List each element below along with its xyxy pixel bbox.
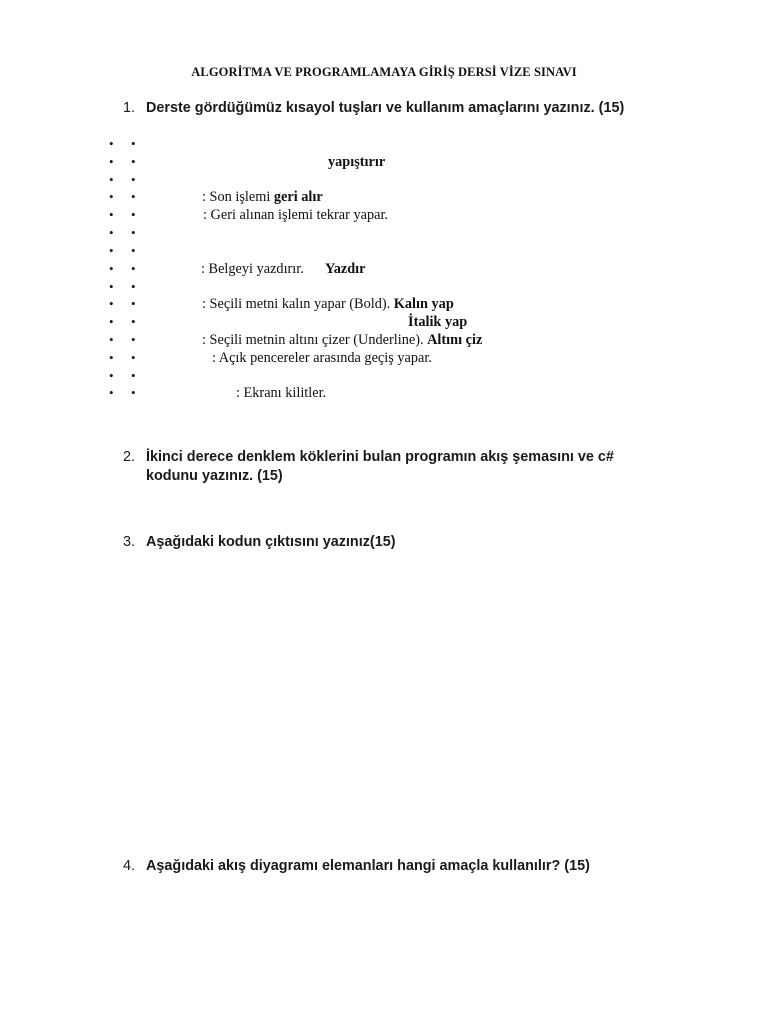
shortcut-description: : Açık pencereler arasında geçiş yapar. [212,350,432,366]
shortcut-description: : Seçili metni kalın yapar (Bold). Kalın yap [202,296,454,312]
shortcut-action: İtalik yap [408,314,468,330]
bullet-icon: • [131,225,136,240]
list-item [0,189,768,207]
bullet-icon: • [131,189,136,204]
bullet-icon: • [109,136,114,151]
list-item [0,243,768,261]
list-item [0,207,768,225]
bullet-icon: • [131,172,136,187]
question-2 [123,448,683,486]
shortcut-action: Yazdır [325,261,366,277]
bullet-icon: • [109,154,114,169]
bullet-icon: • [109,243,114,258]
question-number: 1. [123,100,136,116]
bullet-icon: • [109,332,114,347]
bullet-icon: • [131,243,136,258]
list-item [0,314,768,332]
bullet-icon: • [109,368,114,383]
bullet-icon: • [131,332,136,347]
shortcut-action: yapıştırır [328,154,386,170]
bullet-icon: • [109,225,114,240]
exam-title: ALGORİTMA VE PROGRAMLAMAYA GİRİŞ DERSİ VİZE SINAVI [191,65,577,79]
question-text: İkinci derece denklem köklerini bulan programın akış şemasını ve c# [146,449,614,465]
list-item [0,261,768,279]
bullet-icon: • [131,207,136,222]
bullet-icon: • [109,261,114,276]
bullet-icon: • [131,368,136,383]
list-item [0,136,768,154]
shortcut-description: : Seçili metnin altını çizer (Underline). Altını çiz [202,332,483,348]
bullet-icon: • [109,296,114,311]
bullet-icon: • [131,314,136,329]
list-item [0,172,768,190]
bullet-icon: • [109,279,114,294]
bullet-icon: • [109,385,114,400]
shortcut-description: : Geri alınan işlemi tekrar yapar. [203,207,388,223]
bullet-icon: • [131,296,136,311]
question-text: Aşağıdaki akış diyagramı elemanları hangi amaçla kullanılır? (15) [146,858,590,874]
question-text: kodunu yazınız. (15) [146,468,283,484]
bullet-icon: • [109,207,114,222]
question-number: 2. [123,449,136,465]
bullet-icon: • [109,172,114,187]
list-item [0,279,768,297]
question-text: Derste gördüğümüz kısayol tuşları ve kullanım amaçlarını yazınız. (15) [146,100,625,116]
bullet-icon: • [131,279,136,294]
shortcut-description: : Ekranı kilitler. [236,385,327,401]
bullet-icon: • [131,136,136,151]
list-item [0,296,768,314]
list-item [0,368,768,386]
bullet-icon: • [109,350,114,365]
question-1 [123,99,683,118]
question-4 [123,857,683,876]
question-number: 3. [123,534,136,550]
question-text: Aşağıdaki kodun çıktısını yazınız(15) [146,534,396,550]
list-item [0,225,768,243]
list-item [0,385,768,403]
list-item [0,332,768,350]
bullet-icon: • [109,314,114,329]
shortcut-description: : Belgeyi yazdırır. [201,261,304,277]
bullet-icon: • [109,189,114,204]
question-3 [123,533,683,552]
question-number: 4. [123,858,136,874]
bullet-icon: • [131,261,136,276]
list-item [0,350,768,368]
bullet-icon: • [131,350,136,365]
shortcut-description: : Son işlemi geri alır [202,189,323,205]
bullet-icon: • [131,154,136,169]
list-item [0,154,768,172]
bullet-icon: • [131,385,136,400]
